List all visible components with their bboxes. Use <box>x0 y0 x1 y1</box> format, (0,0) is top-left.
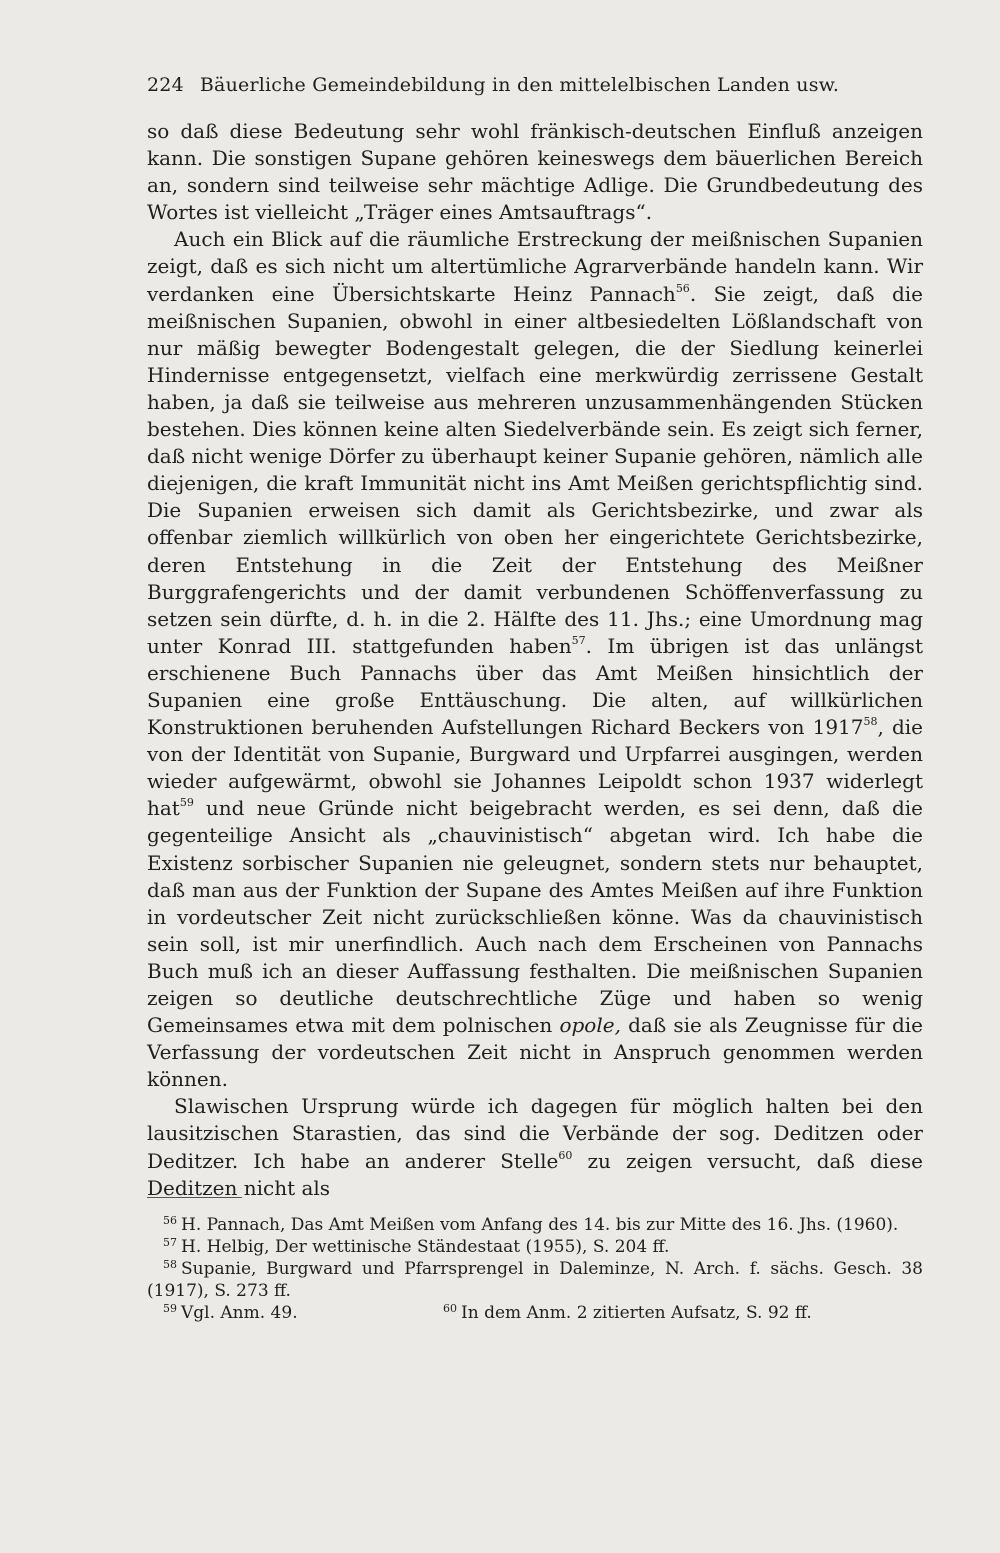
footnote-ref-58[interactable]: 58 <box>863 715 878 729</box>
footnote-ref-60[interactable]: 60 <box>558 1148 573 1162</box>
running-head <box>147 74 907 96</box>
footnote-text: H. Helbig, Der wettinische Ständestaat (1955), S. 204 ff. <box>181 1237 670 1257</box>
paragraph-2-text-e: und neue Gründe nicht beigebracht werden, es sei denn, daß die gegenteilige Ansicht als „chauvinistisch“ abgetan wird. Ich habe die Existenz sorbischer Supanien nie geleugnet, sondern stets nur behauptet, daß man aus der Funktion der Supane des Amtes Meißen auf ihre Funktion in vordeutscher Zeit nicht zurückschließen könne. Was da chauvinistisch sein soll, ist mir unerfindlich. Auch nach dem Erscheinen von Pannachs Buch muß ich an dieser Auffassung festhalten. Die meißnischen Supanien zeigen so deutliche deutschrechtliche Züge und haben so wenig Gemeinsames etwa mit dem polnischen <box>147 796 923 1038</box>
footnote-57: 57 H. Helbig, Der wettinische Ständestaat (1955), S. 204 ff. <box>163 1236 670 1257</box>
footnote-ref-59[interactable]: 59 <box>179 796 194 810</box>
footnote-58: 58 Supanie, Burgward und Pfarrsprengel in Daleminze, N. Arch. f. sächs. Gesch. 38 (1917), S. 273 ff. <box>147 1258 923 1301</box>
paragraph-2-text-c: . Im übrigen ist das unlängst erschienene Buch Pannachs über das Amt Meißen hinsichtlich der Supanien eine große Enttäuschung. Die alten, auf willkürlichen Konstruktionen beruhenden Aufstellungen Richard Beckers von 1917 <box>147 633 923 740</box>
footnote-text: Vgl. Anm. 49. <box>181 1303 298 1323</box>
paragraph-2-text-d: , die von der Identität von Supanie, Burgward und Urpfarrei ausgingen, werden wieder aufgewärmt, obwohl sie Johannes Leipoldt schon 1937 widerlegt hat <box>147 715 923 821</box>
footnote-ref-57[interactable]: 57 <box>571 633 586 647</box>
footnote-divider <box>147 1197 242 1198</box>
footnote-ref-56[interactable]: 56 <box>675 281 690 295</box>
paragraph-3 <box>147 1093 923 1201</box>
paragraph-3-text-b: zu zeigen versucht, daß diese Deditzen nicht als <box>147 1148 924 1200</box>
footnote-text: Supanie, Burgward und Pfarrsprengel in Daleminze, N. Arch. f. sächs. Gesch. 38 (1917), S. 273 ff. <box>147 1259 923 1301</box>
footnote-text: In dem Anm. 2 zitierten Aufsatz, S. 92 ff. <box>461 1303 812 1323</box>
italic-term-opole: opole, <box>559 1013 621 1038</box>
running-title: Bäuerliche Gemeindebildung in den mittelelbischen Landen usw. <box>199 74 840 96</box>
paragraph-1 <box>147 118 923 226</box>
paragraph-2-text-b: . Sie zeigt, daß die meißnischen Supanien, obwohl in einer altbesiedelten Lößlandschaft von nur mäßig bewegter Bodengestalt gelegen, die der Siedlung keinerlei Hindernisse entgegensetzt, vielfach eine merkwürdig zerrissene Gestalt haben, ja daß sie teilweise aus mehreren unzusammenhängenden Stücken bestehen. Dies können keine alten Siedelverbände sein. Es zeigt sich ferner, daß nicht wenige Dörfer zu überhaupt keiner Supanie gehören, nämlich alle diejenigen, die kraft Immunität nicht ins Amt Meißen gerichtspflichtig sind. Die Supanien erweisen sich damit als Gerichtsbezirke, und zwar als offenbar ziemlich willkürlich von oben her eingerichtete Gerichtsbezirke, deren Entstehung in die Zeit der Entstehung des Meißner Burggrafengerichts und der damit verbundenen Schöffenverfassung zu setzen sein dürfte, d. h. in die 2. Hälfte des 11. Jhs.; eine Umordnung mag unter Konrad III. stattgefunden haben <box>147 281 923 658</box>
main-text <box>147 118 923 1202</box>
footnote-59: 59 Vgl. Anm. 49. <box>163 1302 298 1323</box>
paragraph-2-text-a: Auch ein Blick auf die räumliche Erstreckung der meißnischen Supanien zeigt, daß es sich nicht um altertümliche Agrarverbände handeln kann. Wir verdanken eine Übersichtskarte Heinz Pannach <box>147 227 923 306</box>
footnote-56: 56 H. Pannach, Das Amt Meißen vom Anfang des 14. bis zur Mitte des 16. Jhs. (1960). <box>163 1214 899 1235</box>
footnote-text: H. Pannach, Das Amt Meißen vom Anfang des 14. bis zur Mitte des 16. Jhs. (1960). <box>181 1215 899 1235</box>
paragraph-2-text-f: daß sie als Zeugnisse für die Verfassung der vordeutschen Zeit nicht in Anspruch genommen werden können. <box>147 1013 923 1092</box>
paragraph-2 <box>147 226 923 1093</box>
page-number: 224 <box>147 74 184 96</box>
paragraph-3-text-a: Slawischen Ursprung würde ich dagegen für möglich halten bei den lausitzischen Starastien, das sind die Verbände der sog. Deditzen oder Deditzer. Ich habe an anderer Stelle <box>147 1094 923 1173</box>
footnote-row <box>147 1302 923 1324</box>
footnotes <box>147 1214 923 1324</box>
footnote-60: 60 In dem Anm. 2 zitierten Aufsatz, S. 92 ff. <box>443 1302 812 1323</box>
paragraph-1-text: so daß diese Bedeutung sehr wohl fränkisch-deutschen Einfluß anzeigen kann. Die sonstigen Supane gehören keineswegs dem bäuerlichen Bereich an, sondern sind teilweise sehr mächtige Adlige. Die Grundbedeutung des Wortes ist vielleicht „Träger eines Amtsauftrags“. <box>147 119 923 225</box>
